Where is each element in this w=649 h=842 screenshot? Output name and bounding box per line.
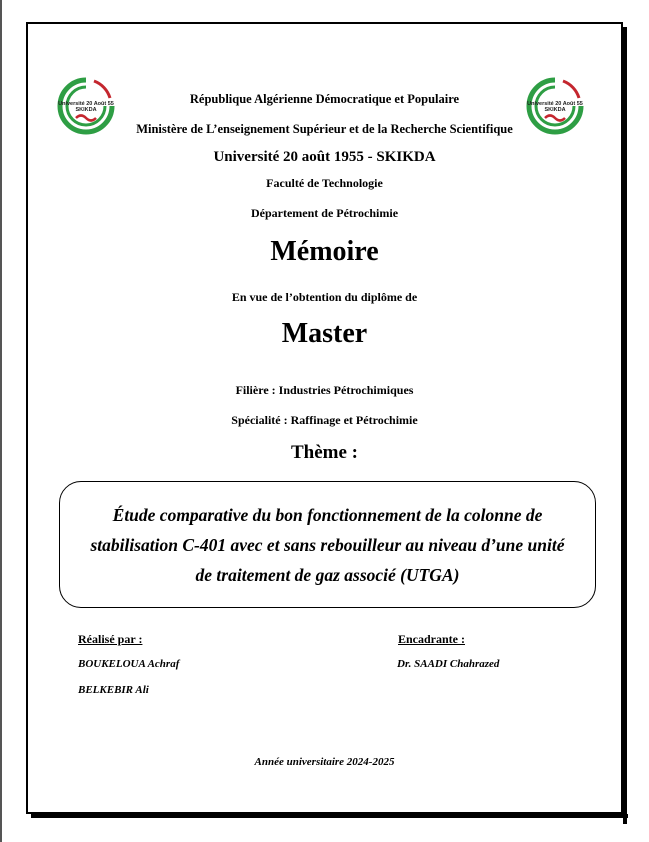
university-heading: Université 20 août 1955 - SKIKDA — [213, 149, 436, 165]
supervisor-label: Encadrante : — [398, 632, 465, 646]
seal-text-line1: Université 20 Août 55 — [527, 101, 583, 107]
department-heading: Département de Pétrochimie — [250, 206, 399, 220]
seal-text-line2: SKIKDA — [544, 107, 566, 113]
diploma-subtitle: En vue de l’obtention du diplôme de — [231, 290, 418, 304]
theme-text: Étude comparative du bon fonctionnement de la colonne de stabilisation C-401 avec et sans rebouilleur au niveau d’une unité de traitement de gaz associé (UTGA) — [90, 504, 565, 585]
republic-heading: République Algérienne Démocratique et Populaire — [189, 92, 460, 106]
seal-text-line2: SKIKDA — [75, 107, 97, 113]
academic-year: Année universitaire 2024-2025 — [254, 756, 395, 768]
degree-title: Master — [281, 318, 368, 349]
author-name: BOUKELOUA Achraf — [78, 658, 180, 670]
ministry-heading: Ministère de L’enseignement Supérieur et de la Recherche Scientifique — [136, 122, 513, 136]
supervisor-name: Dr. SAADI Chahrazed — [397, 658, 500, 670]
specialite-line: Spécialité : Raffinage et Pétrochimie — [231, 413, 418, 427]
theme-label: Thème : — [290, 442, 358, 463]
seal-text-line1: Université 20 Août 55 — [58, 101, 114, 107]
document-type-title: Mémoire — [270, 236, 379, 267]
author-name: BELKEBIR Ali — [78, 684, 149, 696]
faculty-heading: Faculté de Technologie — [266, 176, 383, 190]
filiere-line: Filière : Industries Pétrochimiques — [235, 383, 414, 397]
authors-label: Réalisé par : — [78, 632, 143, 646]
theme-box — [59, 481, 596, 608]
